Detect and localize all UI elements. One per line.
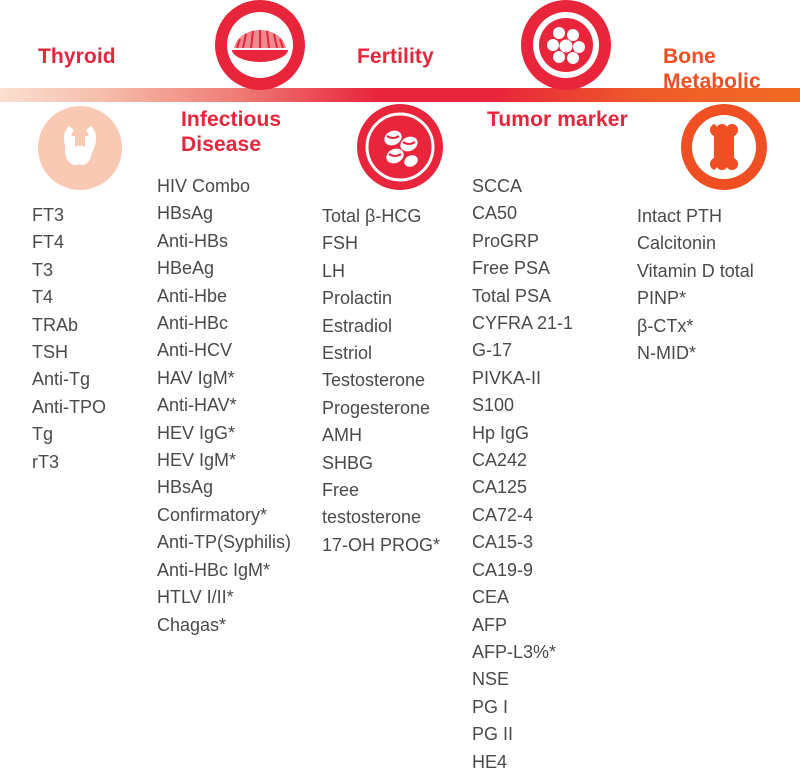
list-item: NSE (472, 669, 510, 690)
tumor-cells-icon (521, 0, 611, 90)
list-item: Testosterone (322, 370, 426, 391)
list-item: T3 (32, 259, 54, 280)
list-item: SHBG (322, 452, 374, 473)
list-item: HIV Combo (157, 176, 251, 196)
list-item: HAV IgM* (157, 367, 235, 388)
list-item: Anti-HAV* (157, 395, 237, 416)
list-item: 17-OH PROG* (322, 534, 441, 555)
list-infectious (157, 173, 291, 639)
panel-title-thyroid: Thyroid (38, 45, 116, 68)
list-bone (637, 203, 754, 367)
list-item: CA15-3 (472, 532, 534, 553)
list-item: AFP-L3%* (472, 641, 557, 662)
list-item: AMH (322, 425, 362, 446)
list-item: Anti-HBc IgM* (157, 559, 271, 580)
panel-title-bone-line1: Bone (663, 45, 716, 68)
list-item: Anti-TP(Syphilis) (157, 532, 292, 553)
list-item: AFP (472, 614, 508, 635)
list-item: S100 (472, 395, 515, 416)
list-item: Intact PTH (637, 206, 723, 226)
list-item: HEV IgM* (157, 450, 237, 471)
panel-title-infectious (181, 107, 331, 157)
list-item: Vitamin D total (637, 260, 754, 281)
list-item: T4 (32, 287, 54, 308)
list-item: Anti-HCV (157, 340, 233, 361)
list-item: Anti-TPO (32, 396, 107, 417)
list-item: CA242 (472, 450, 528, 471)
list-item: FT3 (32, 205, 65, 225)
list-item: CEA (472, 587, 510, 608)
list-item: FT4 (32, 232, 65, 253)
list-item: FSH (322, 233, 358, 254)
list-item: Tg (32, 424, 54, 445)
list-item: Prolactin (322, 288, 393, 309)
list-thyroid (32, 202, 106, 476)
list-item: rT3 (32, 451, 59, 472)
virus-icon (357, 104, 443, 190)
panel-title-fertility: Fertility (357, 45, 434, 68)
list-item: PG II (472, 724, 514, 745)
list-item: Progesterone (322, 397, 431, 418)
list-item: ProGRP (472, 230, 540, 251)
list-item: PG I (472, 696, 509, 717)
list-item: Estriol (322, 343, 373, 364)
list-item: Estradiol (322, 315, 393, 336)
list-item: TSH (32, 342, 68, 363)
list-item: TRAb (32, 314, 79, 335)
list-item: HEV IgG* (157, 422, 236, 443)
list-item: testosterone (322, 507, 422, 528)
list-item: G-17 (472, 340, 513, 361)
list-item: Free (322, 480, 360, 501)
list-item: LH (322, 260, 346, 281)
list-item: Total β-HCG (322, 206, 422, 226)
list-item: β-CTx* (637, 315, 694, 336)
list-item: CA125 (472, 477, 528, 498)
list-item: Anti-HBc (157, 313, 229, 334)
list-item: CA72-4 (472, 504, 534, 525)
list-item: Calcitonin (637, 233, 717, 254)
list-item: CA19-9 (472, 559, 534, 580)
list-item: Anti-HBs (157, 230, 229, 251)
list-tumor (472, 173, 573, 776)
list-item: PIVKA-II (472, 367, 542, 388)
list-item: CA50 (472, 203, 518, 224)
panel-title-tumor: Tumor marker (487, 108, 628, 131)
list-item: Free PSA (472, 258, 551, 279)
list-item: PINP* (637, 288, 687, 309)
list-item: CYFRA 21-1 (472, 313, 574, 334)
list-item: Total PSA (472, 285, 552, 306)
thyroid-gland-icon (38, 106, 122, 190)
list-item: N-MID* (637, 343, 696, 364)
list-item: Anti-Hbe (157, 285, 228, 306)
panel-title-bone (663, 44, 793, 94)
list-item: HBsAg (157, 477, 214, 498)
panel-title-bone-line2: Metabolic (663, 70, 761, 93)
list-item: HBsAg (157, 203, 214, 224)
list-item: Hp IgG (472, 422, 530, 443)
list-item: Anti-Tg (32, 369, 91, 390)
list-fertility (322, 203, 440, 559)
list-item: SCCA (472, 176, 523, 196)
list-item: Confirmatory* (157, 504, 268, 525)
list-item: HBeAg (157, 258, 215, 279)
panel-title-infectious-line2: Disease (181, 133, 262, 156)
list-item: Chagas* (157, 614, 227, 635)
list-item: HTLV I/II* (157, 587, 234, 608)
list-item: HE4 (472, 751, 508, 772)
egg-cell-icon (215, 0, 305, 90)
bone-joint-icon (681, 104, 767, 190)
panel-title-infectious-line1: Infectious (181, 108, 282, 131)
